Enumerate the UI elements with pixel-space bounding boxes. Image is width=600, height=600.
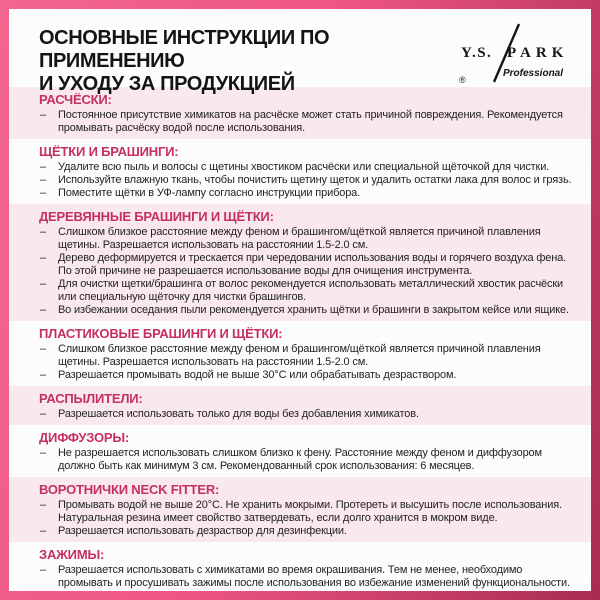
dash-marker-icon: –: [40, 564, 46, 576]
bullet-item: [39, 525, 573, 538]
dash-marker-icon: –: [40, 226, 46, 238]
dash-marker-icon: –: [40, 174, 46, 186]
bullet-item: [39, 174, 573, 187]
dash-marker-icon: –: [40, 408, 46, 420]
bullet-item: [39, 109, 573, 135]
bullet-text: Удалите всю пыль и волосы с щетины хвостиком расчёски или специальной щёточкой для чистки.: [58, 161, 550, 173]
bullet-item: [39, 161, 573, 174]
header: [9, 9, 591, 95]
dash-marker-icon: –: [40, 525, 46, 537]
dash-marker-icon: –: [40, 369, 46, 381]
bullet-text: Во избежании оседания пыли рекомендуется хранить щётки и брашинги в закрытом кейсе или ящике.: [58, 304, 569, 316]
logo-tagline: Professional: [503, 68, 564, 79]
dash-marker-icon: –: [40, 499, 46, 511]
bullet-text: Разрешается промывать водой не выше 30°C или обрабатывать дезраствором.: [58, 369, 457, 381]
section-neck-fitter: [9, 477, 591, 542]
bullet-text: Слишком близкое расстояние между феном и брашингом/щёткой является причиной плавления щетины. Разрешается использовать на расстоянии 1.5-2.0 см.: [58, 343, 541, 368]
dash-marker-icon: –: [40, 447, 46, 459]
bullet-item: [39, 226, 573, 252]
section-brushes: [9, 139, 591, 204]
dash-marker-icon: –: [40, 278, 46, 290]
bullet-item: [39, 408, 573, 421]
section-heading: ЗАЖИМЫ:: [39, 547, 105, 562]
logo-text-park: PARK: [507, 45, 565, 61]
bullet-item: [39, 564, 573, 590]
bullet-text: Постоянное присутствие химикатов на расчёске может стать причиной повреждения. Рекомендуется промывать расчёску водой после использования.: [58, 109, 563, 134]
bullet-item: [39, 304, 573, 317]
dash-marker-icon: –: [40, 187, 46, 199]
bullet-item: [39, 278, 573, 304]
bullet-text: Слишком близкое расстояние между феном и брашингом/щёткой является причиной плавления щетины. Разрешается использовать на расстоянии 1.5-2.0 см.: [58, 226, 541, 251]
section-heading: ПЛАСТИКОВЫЕ БРАШИНГИ И ЩЁТКИ:: [39, 326, 283, 341]
bullet-item: [39, 343, 573, 369]
dash-marker-icon: –: [40, 304, 46, 316]
section-clips: [9, 542, 591, 591]
bullet-text: Для очистки щетки/брашинга от волос рекомендуется использовать металлический хвостик расчёски или специальную щёточку для чистки брашингов.: [58, 278, 564, 303]
section-heading: ВОРОТНИЧКИ NECK FITTER:: [39, 482, 220, 497]
page-title-line1: ОСНОВНЫЕ ИНСТРУКЦИИ ПО ПРИМЕНЕНИЮ: [39, 27, 330, 72]
bullet-text: Дерево деформируется и трескается при чередовании использования воды и горячего воздуха фена. По этой причине не разрешается использование воды для очищения инструмента.: [58, 252, 567, 277]
bullet-text: Не разрешается использовать слишком близко к фену. Расстояние между феном и диффузором должно быть как минимум 3 см. Рекомендованный срок использования: 6 месяцев.: [58, 447, 542, 472]
bullet-text: Разрешается использовать дезраствор для дезинфекции.: [58, 525, 347, 537]
bullet-text: Разрешается использовать только для воды без добавления химикатов.: [58, 408, 419, 420]
logo-text-ys: Y.S.: [461, 45, 493, 61]
section-heading: ДИФФУЗОРЫ:: [39, 430, 130, 445]
bullet-item: [39, 447, 573, 473]
dash-marker-icon: –: [40, 109, 46, 121]
page-title-line2: И УХОДУ ЗА ПРОДУКЦИЕЙ: [39, 73, 295, 95]
section-heading: РАСЧЁСКИ:: [39, 92, 112, 107]
section-sprayers: [9, 386, 591, 425]
registered-trademark-icon: ®: [459, 75, 466, 85]
dash-marker-icon: –: [40, 252, 46, 264]
dash-marker-icon: –: [40, 161, 46, 173]
dash-marker-icon: –: [40, 343, 46, 355]
page-title: [39, 27, 457, 96]
section-plastic-brushes: [9, 321, 591, 386]
section-heading: ЩЁТКИ И БРАШИНГИ:: [39, 144, 179, 159]
section-diffusers: [9, 425, 591, 477]
bullet-text: Промывать водой не выше 20°C. Не хранить мокрыми. Протереть и высушить после использования. Натуральная резина имеет свойство затвердевать, если долго хранится в мокром виде.: [58, 499, 562, 524]
ys-park-logo-graphic: [457, 23, 565, 89]
section-heading: РАСПЫЛИТЕЛИ:: [39, 391, 143, 406]
bullet-item: [39, 187, 573, 200]
bullet-item: [39, 252, 573, 278]
section-wooden-brushes: [9, 204, 591, 321]
bullet-text: Разрешается использовать с химикатами во время окрашивания. Тем не менее, необходимо промывать и просушивать зажимы после использования во избежание изменений функциональности.: [58, 564, 570, 589]
bullet-item: [39, 499, 573, 525]
section-heading: ДЕРЕВЯННЫЕ БРАШИНГИ И ЩЁТКИ:: [39, 209, 274, 224]
instruction-sheet: [9, 9, 591, 591]
brand-logo: [457, 23, 565, 94]
bullet-text: Поместите щётки в УФ-лампу согласно инструкции прибора.: [58, 187, 361, 199]
bullet-text: Используйте влажную ткань, чтобы почистить щетину щеток и удалить остатки лака для волос и грязь.: [58, 174, 572, 186]
bullet-item: [39, 369, 573, 382]
